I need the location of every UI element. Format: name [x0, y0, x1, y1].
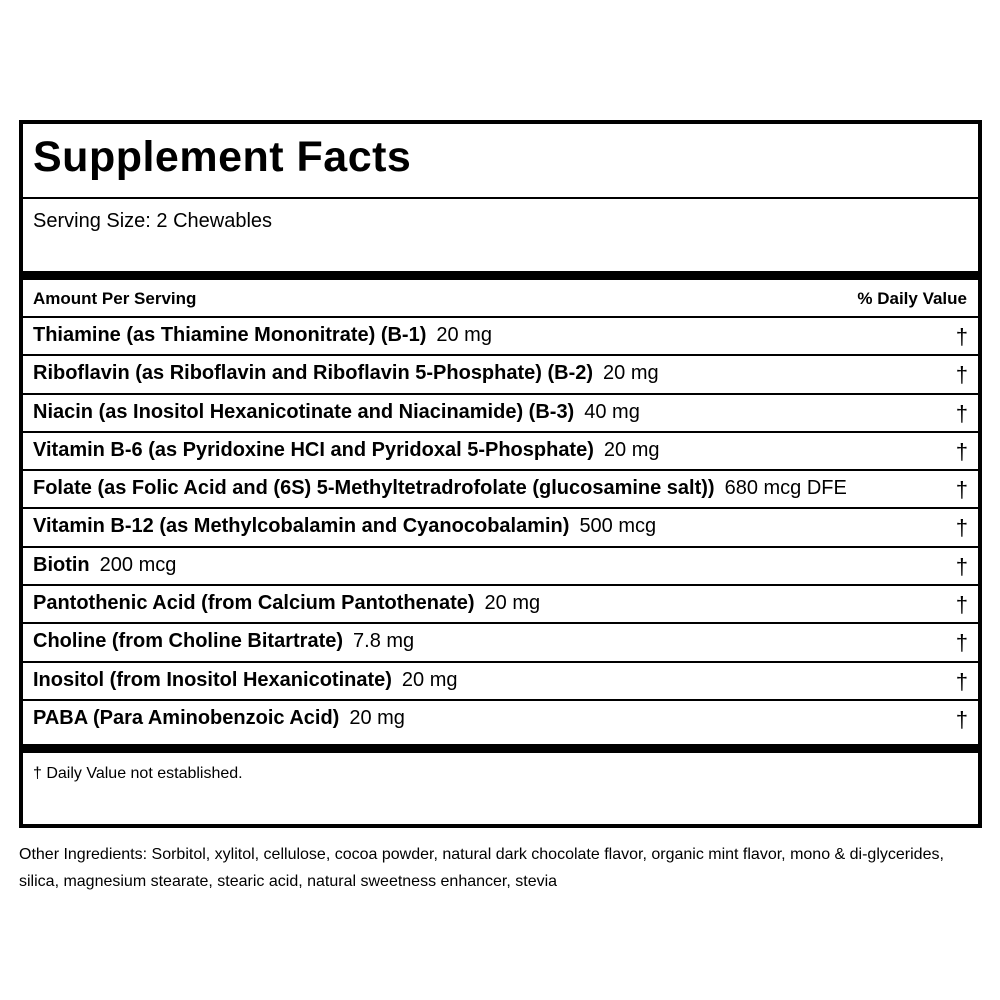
nutrient-name-text: Pantothenic Acid (from Calcium Pantothenate)	[33, 592, 475, 615]
nutrient-row	[23, 469, 978, 507]
nutrient-amount: 20 mg	[401, 668, 458, 691]
daily-value-dagger: †	[955, 362, 968, 388]
nutrient-name-text: Thiamine (as Thiamine Mononitrate) (B-1)	[33, 324, 427, 346]
nutrient-row	[23, 546, 978, 584]
nutrient-name	[33, 477, 847, 500]
nutrient-name	[33, 324, 492, 347]
nutrient-name	[33, 515, 656, 538]
daily-value-dagger: †	[955, 668, 968, 694]
nutrient-name-text: Biotin	[33, 553, 90, 576]
nutrient-row	[23, 584, 978, 622]
panel-title: Supplement Facts	[33, 133, 412, 181]
nutrient-name	[33, 554, 176, 577]
nutrient-name-text: Vitamin B-6 (as Pyridoxine HCI and Pyridoxal 5-Phosphate)	[33, 438, 594, 461]
nutrient-name	[33, 362, 659, 385]
nutrient-amount: 20 mg	[436, 324, 492, 346]
nutrient-amount: 200 mcg	[99, 553, 177, 576]
nutrient-amount: 7.8 mg	[353, 630, 415, 653]
nutrient-row	[23, 622, 978, 660]
daily-value-dagger: †	[955, 477, 968, 503]
daily-value-dagger: †	[955, 592, 968, 618]
nutrient-row	[23, 699, 978, 737]
nutrient-row	[23, 431, 978, 469]
nutrient-name	[33, 669, 458, 692]
nutrient-name-text: Inositol (from Inositol Hexanicotinate)	[33, 668, 392, 691]
nutrient-name	[33, 707, 405, 730]
nutrient-list	[23, 316, 978, 737]
daily-value-dagger: †	[955, 630, 968, 656]
nutrient-name-text: Niacin (as Inositol Hexanicotinate and Niacinamide) (B-3)	[33, 400, 575, 423]
nutrient-amount: 20 mg	[484, 592, 541, 615]
nutrient-name	[33, 630, 414, 653]
nutrient-name-text: Riboflavin (as Riboflavin and Riboflavin 5-Phosphate) (B-2)	[33, 362, 594, 385]
thick-divider	[23, 271, 978, 280]
nutrient-name-text: Choline (from Choline Bitartrate)	[33, 630, 344, 653]
nutrient-amount: 500 mcg	[579, 515, 657, 538]
daily-value-dagger: †	[955, 324, 968, 349]
nutrient-name-text: PABA (Para Aminobenzoic Acid)	[33, 706, 340, 729]
supplement-facts-panel	[19, 120, 982, 828]
nutrient-row	[23, 354, 978, 392]
daily-value-dagger: †	[955, 553, 968, 579]
daily-value-dagger: †	[955, 706, 968, 732]
nutrient-row	[23, 393, 978, 431]
thick-divider	[23, 744, 978, 753]
daily-value-dagger: †	[955, 515, 968, 541]
nutrient-amount: 40 mg	[584, 400, 640, 423]
footnote: † Daily Value not established.	[33, 765, 243, 782]
nutrient-amount: 20 mg	[603, 362, 659, 385]
nutrient-name	[33, 439, 659, 462]
column-header	[23, 284, 978, 316]
serving-size: Serving Size: 2 Chewables	[33, 210, 273, 232]
daily-value-label: % Daily Value	[857, 289, 967, 308]
other-ingredients: Other Ingredients: Sorbitol, xylitol, cellulose, cocoa powder, natural dark chocolate flavor, organic mint flavor, mono & di-glycerides, silica, magnesium stearate, stearic acid, natural sweetness enhancer, stevia	[19, 846, 944, 890]
daily-value-dagger: †	[955, 438, 968, 464]
nutrient-row	[23, 661, 978, 699]
divider	[23, 197, 978, 199]
nutrient-name-text: Vitamin B-12 (as Methylcobalamin and Cyanocobalamin)	[33, 515, 570, 538]
amount-per-serving-label: Amount Per Serving	[33, 289, 197, 308]
nutrient-name	[33, 592, 540, 615]
nutrient-row	[23, 507, 978, 545]
nutrient-amount: 20 mg	[349, 706, 405, 729]
nutrient-name	[33, 401, 640, 424]
nutrient-row	[23, 316, 978, 354]
nutrient-name-text: Folate (as Folic Acid and (6S) 5-Methyltetradrofolate (glucosamine salt))	[33, 477, 715, 500]
daily-value-dagger: †	[955, 400, 968, 426]
nutrient-amount: 20 mg	[603, 438, 660, 461]
nutrient-amount: 680 mcg DFE	[724, 477, 847, 500]
